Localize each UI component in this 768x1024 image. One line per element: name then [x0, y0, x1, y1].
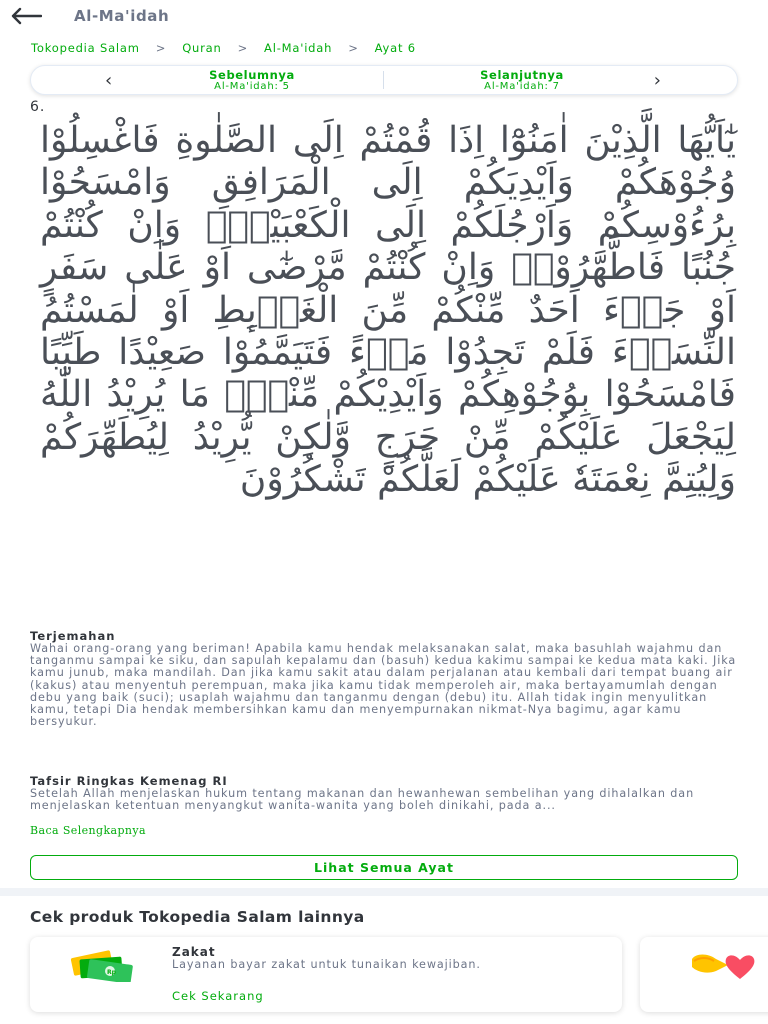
- tafsir-text: Setelah Allah menjelaskan hukum tentang makanan dan hewanhewan sembelihan yang dihalalkan dan menjelaskan ketentuan menyangkut wanita-wanita yang boleh dinikahi, pada a...: [30, 787, 695, 813]
- back-button[interactable]: [10, 2, 44, 30]
- breadcrumb-separator: >: [237, 40, 249, 55]
- verse-number: 6.: [30, 99, 46, 115]
- breadcrumb-item-ayat[interactable]: Ayat 6: [374, 40, 416, 55]
- see-all-ayat-button[interactable]: Lihat Semua Ayat: [30, 855, 738, 880]
- breadcrumb-item-quran[interactable]: Quran: [182, 40, 222, 55]
- top-bar: [0, 0, 768, 32]
- page-title: Al-Ma'idah: [74, 7, 170, 25]
- breadcrumb-separator: >: [155, 40, 167, 55]
- arabic-verse-text: يٰٓاَيُّهَا الَّذِيْنَ اٰمَنُوْٓا اِذَا قُمْتُمْ اِلَى الصَّلٰوةِ فَاغْسِلُوْا وُجُوْهَكُمْ وَاَيْدِيَكُمْ اِلَى الْمَرَافِقِ وَامْسَحُوْا بِرُءُوْسِكُمْ وَاَرْجُلَكُمْ اِلَى الْكَعْبَيْنِۗ وَاِنْ كُنْتُمْ جُنُبًا فَاطَّهَّرُوْاۗ وَاِنْ كُنْتُمْ مَّرْضٰٓى اَوْ عَلٰى سَفَرٍ اَوْ جَاۤءَ اَحَدٌ مِّنْكُمْ مِّنَ الْغَاۤىِٕطِ اَوْ لٰمَسْتُمُ النِّسَاۤءَ فَلَمْ تَجِدُوْا مَاۤءً فَتَيَمَّمُوْا صَعِيْدًا طَيِّبًا فَامْسَحُوْا بِوُجُوْهِكُمْ وَاَيْدِيْكُمْ مِّنْهُۗ مَا يُرِيْدُ اللّٰهُ لِيَجْعَلَ عَلَيْكُمْ مِّنْ حَرَجٍ وَّلٰكِنْ يُّرِيْدُ لِيُطَهِّرَكُمْ وَلِيُتِمَّ نِعْمَتَهٗ عَلَيْكُمْ لَعَلَّكُمْ تَشْكُرُوْنَ: [40, 120, 736, 501]
- translation-text: Wahai orang-orang yang beriman! Apabila kamu hendak melaksanakan salat, maka basuhlah wajahmu dan tanganmu sampai ke siku, dan sapulah kepalamu dan (basuh) kedua kakimu sampai ke kedua mata kaki. Jika kamu junub, maka mandilah. Dan jika kamu sakit atau dalam perjalanan atau kembali dari tempat buang air (kakus) atau menyentuh perempuan, maka jika kamu tidak memperoleh air, maka bertayamumlah dengan debu yang baik (suci); usaplah wajahmu dan tanganmu dengan (debu) itu. Allah tidak ingin menyulitkan kamu, tetapi Dia hendak membersihkan kamu dan menyempurnakan nikmat-Nya bagimu, agar kamu bersyukur.: [30, 642, 737, 729]
- previous-ayat-ref: Al-Ma'idah: 5: [214, 81, 290, 92]
- breadcrumb-item-surah[interactable]: Al-Ma'idah: [264, 40, 333, 55]
- products-heading: Cek produk Tokopedia Salam lainnya: [30, 908, 365, 926]
- ayat-navigation: [30, 65, 738, 95]
- chevron-right-icon[interactable]: ›: [653, 70, 661, 91]
- product-description: Layanan bayar zakat untuk tunaikan kewajiban.: [172, 958, 481, 971]
- breadcrumb: [0, 32, 768, 56]
- svg-text:Rp: Rp: [107, 969, 116, 976]
- check-now-link[interactable]: Cek Sekarang: [172, 989, 264, 1003]
- tafsir-heading: Tafsir Ringkas Kemenag RI: [30, 774, 228, 788]
- product-title: Zakat: [172, 945, 216, 959]
- next-ayat-button[interactable]: [451, 69, 593, 92]
- product-card-zakat[interactable]: [30, 937, 622, 1012]
- breadcrumb-item-tokopedia-salam[interactable]: Tokopedia Salam: [31, 40, 140, 55]
- nav-divider: [383, 71, 384, 89]
- breadcrumb-separator: >: [348, 40, 359, 55]
- chevron-left-icon[interactable]: ‹: [105, 70, 113, 91]
- previous-label: Sebelumnya: [209, 68, 295, 82]
- product-card-charity[interactable]: [640, 937, 768, 1012]
- next-ayat-ref: Al-Ma'idah: 7: [484, 81, 560, 92]
- translation-heading: Terjemahan: [30, 629, 116, 643]
- charity-hands-heart-icon: [686, 949, 762, 983]
- next-label: Selanjutnya: [480, 68, 564, 82]
- arrow-left-icon: [10, 7, 42, 25]
- zakat-money-icon: [66, 948, 142, 982]
- read-more-link[interactable]: Baca Selengkapnya: [30, 824, 146, 837]
- previous-ayat-button[interactable]: [181, 69, 323, 92]
- section-divider: [0, 888, 768, 896]
